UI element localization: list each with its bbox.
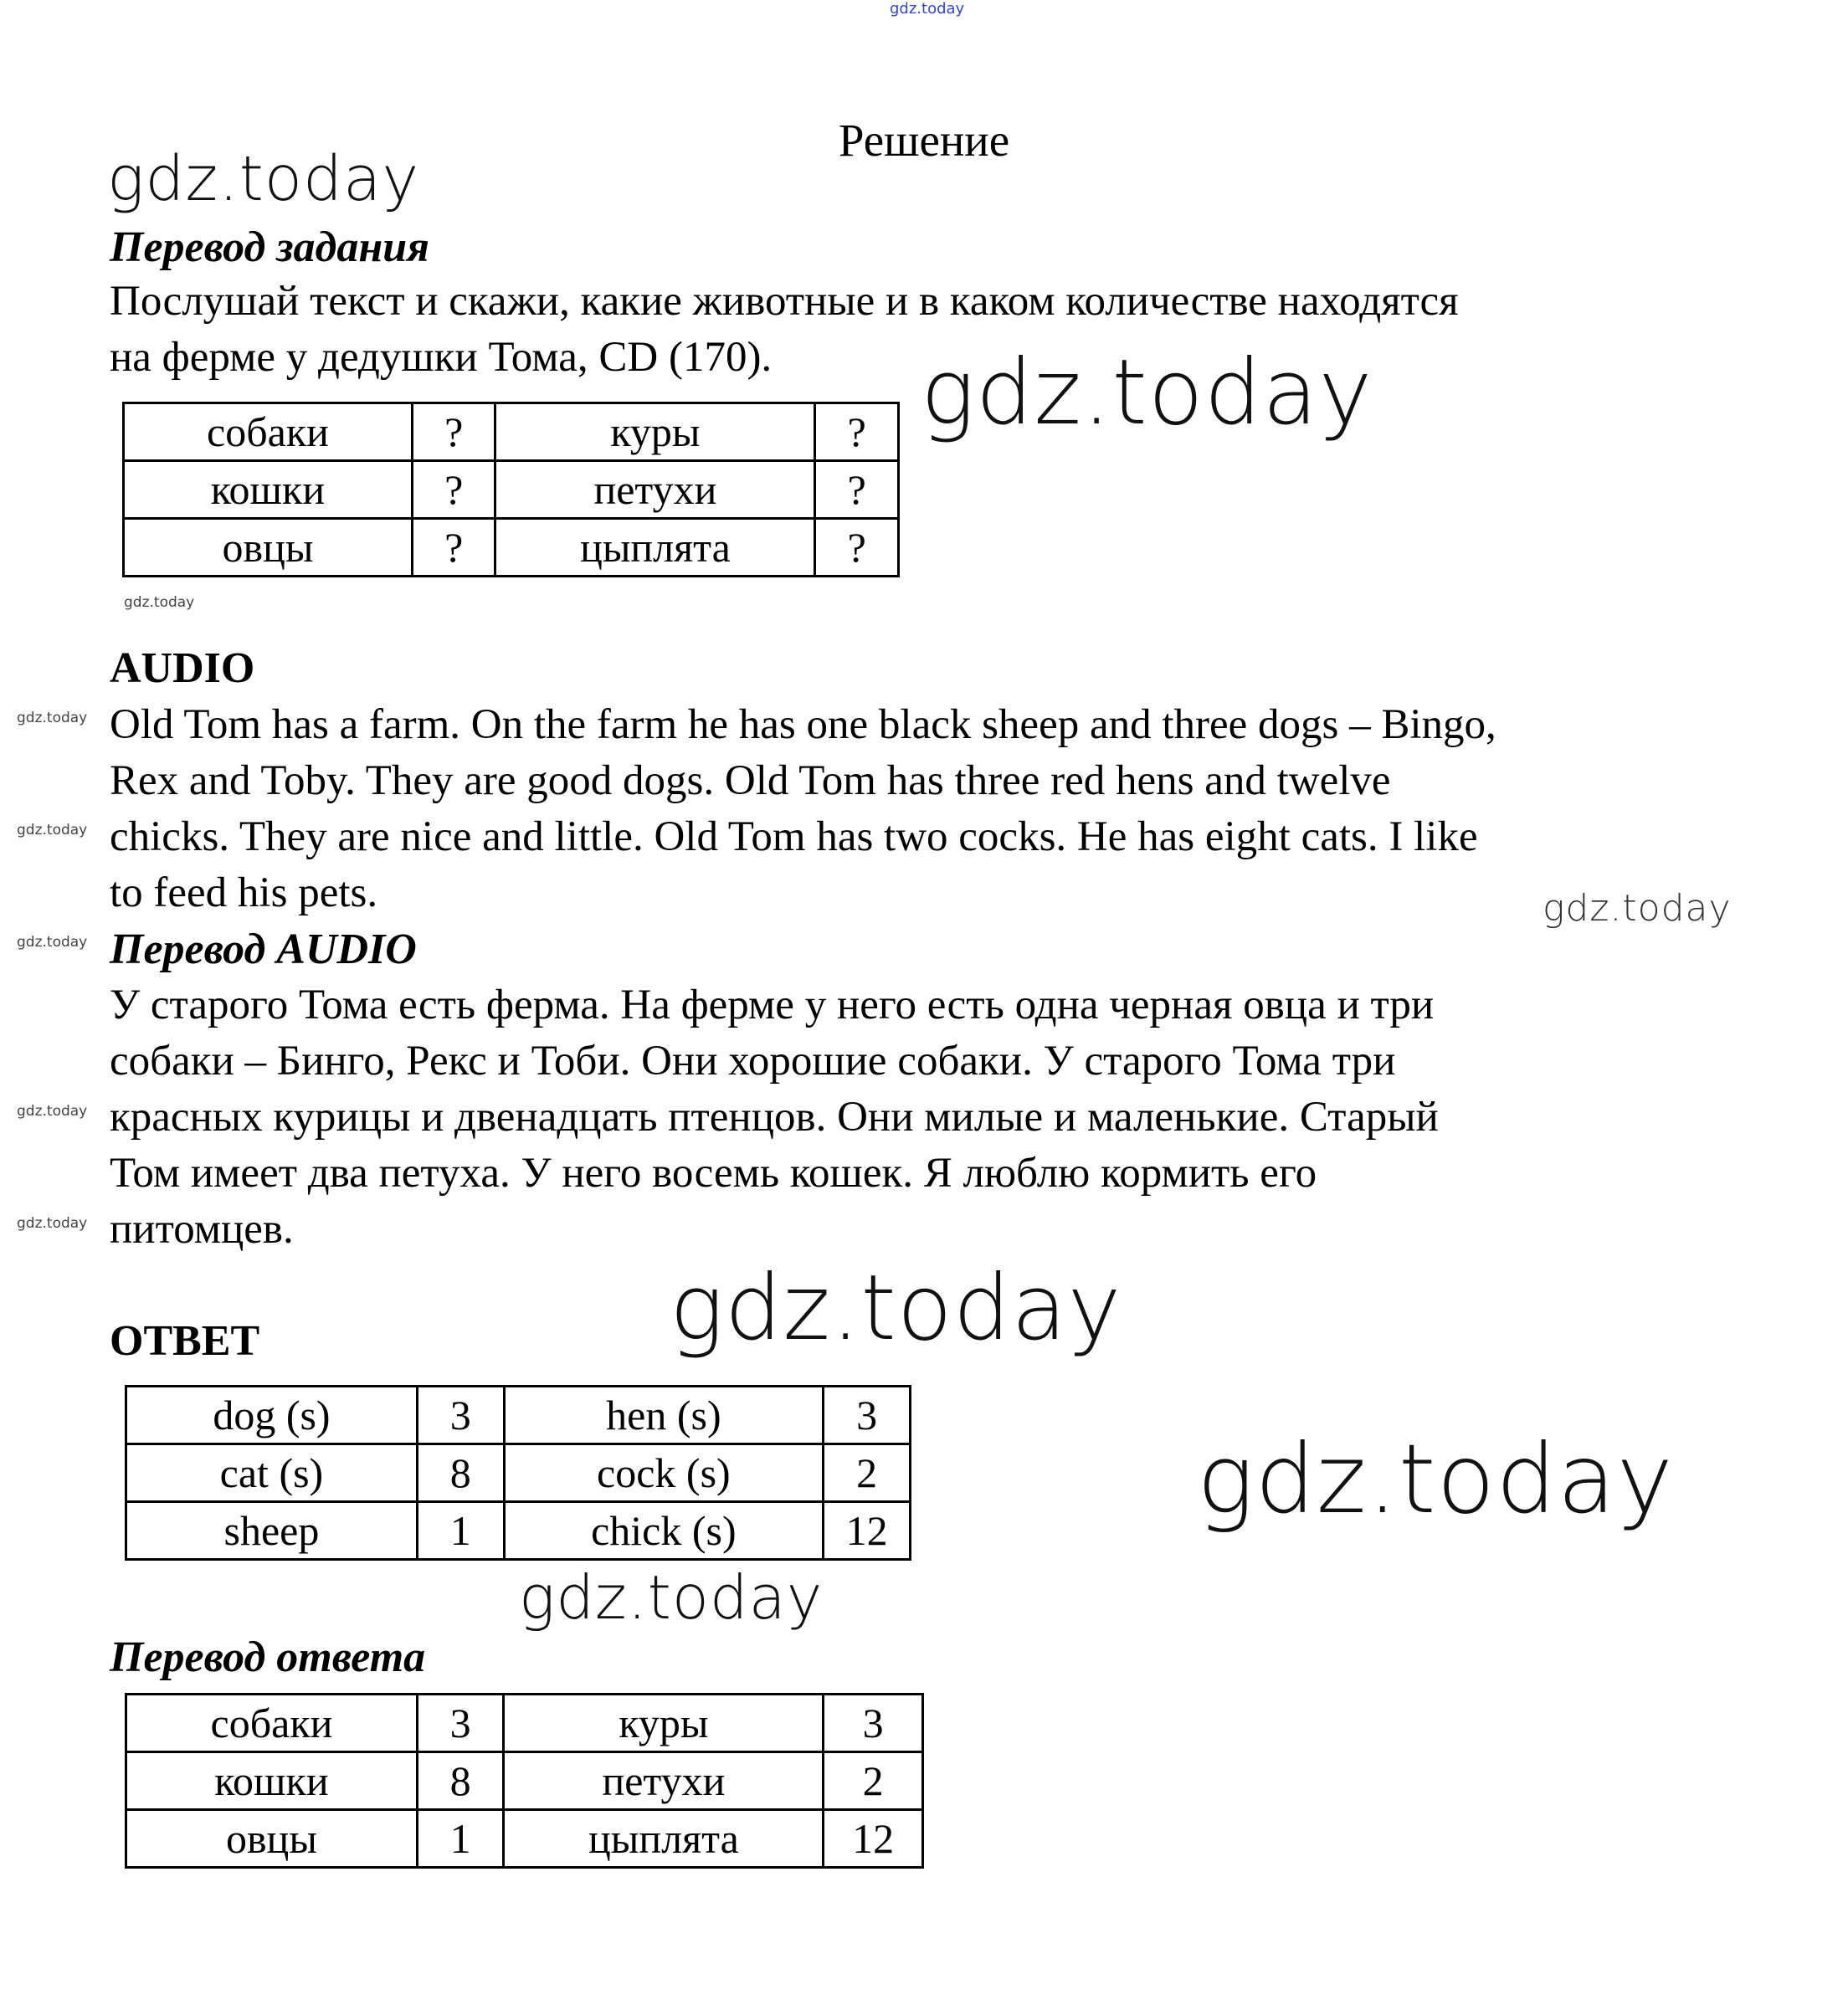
cell: 3 (417, 1695, 504, 1752)
audio-line: Rex and Toby. They are good dogs. Old Tom has three red hens and twelve (110, 757, 1391, 804)
table-row (126, 1444, 911, 1502)
watermark-small: gdz.today (17, 1215, 88, 1232)
audio-translation-line: красных курицы и двенадцать птенцов. Они милые и маленькие. Старый (110, 1094, 1439, 1141)
cell: овцы (124, 519, 413, 577)
cell: овцы (126, 1810, 418, 1868)
watermark-small: gdz.today (124, 594, 195, 611)
cell: петухи (495, 461, 815, 519)
table-row (126, 1502, 911, 1560)
cell: ? (815, 519, 899, 577)
audio-heading: AUDIO (110, 644, 255, 692)
watermark: gdz.today (1197, 1423, 1674, 1535)
cell: собаки (124, 403, 413, 461)
cell: 3 (824, 1695, 923, 1752)
audio-line: chicks. They are nice and little. Old Tom has two cocks. He has eight cats. I like (110, 813, 1478, 860)
watermark-small: gdz.today (17, 710, 88, 726)
task-line: Послушай текст и скажи, какие животные и в каком количестве находятся (110, 278, 1459, 325)
cell: 2 (824, 1752, 923, 1810)
cell: куры (495, 403, 815, 461)
watermark: gdz.today (1543, 887, 1732, 930)
watermark-small: gdz.today (17, 822, 88, 838)
task-heading: Перевод задания (110, 223, 429, 271)
cell: hen (s) (504, 1387, 824, 1444)
watermark: gdz.today (670, 1256, 1122, 1361)
cell: цыплята (495, 519, 815, 577)
cell: собаки (126, 1695, 418, 1752)
cell: кошки (124, 461, 413, 519)
cell: 3 (824, 1387, 911, 1444)
table-row (124, 519, 899, 577)
cell: петухи (504, 1752, 824, 1810)
cell: ? (815, 461, 899, 519)
watermark: gdz.today (107, 143, 420, 215)
audio-translation-line: У старого Тома есть ферма. На ферме у него есть одна черная овца и три (110, 982, 1435, 1028)
audio-translation-heading: Перевод AUDIO (110, 926, 417, 973)
cell: 2 (824, 1444, 911, 1502)
top-watermark: gdz.today (890, 0, 965, 18)
cell: ? (815, 403, 899, 461)
cell: 12 (824, 1810, 923, 1868)
task-line: на ферме у дедушки Тома, CD (170). (110, 334, 773, 381)
page-title: Решение (838, 115, 1010, 166)
watermark-small: gdz.today (17, 934, 88, 951)
table-row (124, 461, 899, 519)
task-table (122, 402, 900, 577)
cell: цыплята (504, 1810, 824, 1868)
table-row (126, 1387, 911, 1444)
answer-table (125, 1385, 911, 1561)
cell: sheep (126, 1502, 418, 1560)
cell: 8 (417, 1752, 504, 1810)
audio-translation-line: Том имеет два петуха. У него восемь кошек. Я люблю кормить его (110, 1150, 1317, 1197)
audio-translation-line: собаки – Бинго, Рекс и Тоби. Они хорошие собаки. У старого Тома три (110, 1038, 1396, 1085)
watermark-small: gdz.today (17, 1103, 88, 1120)
cell: ? (412, 403, 495, 461)
cell: кошки (126, 1752, 418, 1810)
audio-line: to feed his pets. (110, 869, 378, 916)
cell: chick (s) (504, 1502, 824, 1560)
table-row (126, 1810, 923, 1868)
watermark: gdz.today (519, 1562, 824, 1633)
audio-translation-line: питомцев. (110, 1206, 294, 1253)
cell: ? (412, 461, 495, 519)
audio-line: Old Tom has a farm. On the farm he has one black sheep and three dogs – Bingo, (110, 701, 1496, 748)
cell: 1 (417, 1810, 504, 1868)
answer-translation-heading: Перевод ответа (110, 1633, 426, 1681)
table-row (126, 1752, 923, 1810)
cell: cat (s) (126, 1444, 418, 1502)
cell: куры (504, 1695, 824, 1752)
cell: 1 (417, 1502, 504, 1560)
watermark: gdz.today (921, 341, 1373, 445)
table-row (124, 403, 899, 461)
answer-translation-table (125, 1693, 924, 1869)
cell: cock (s) (504, 1444, 824, 1502)
cell: dog (s) (126, 1387, 418, 1444)
cell: 3 (417, 1387, 504, 1444)
cell: ? (412, 519, 495, 577)
cell: 8 (417, 1444, 504, 1502)
answer-heading: ОТВЕТ (110, 1317, 260, 1365)
table-row (126, 1695, 923, 1752)
cell: 12 (824, 1502, 911, 1560)
